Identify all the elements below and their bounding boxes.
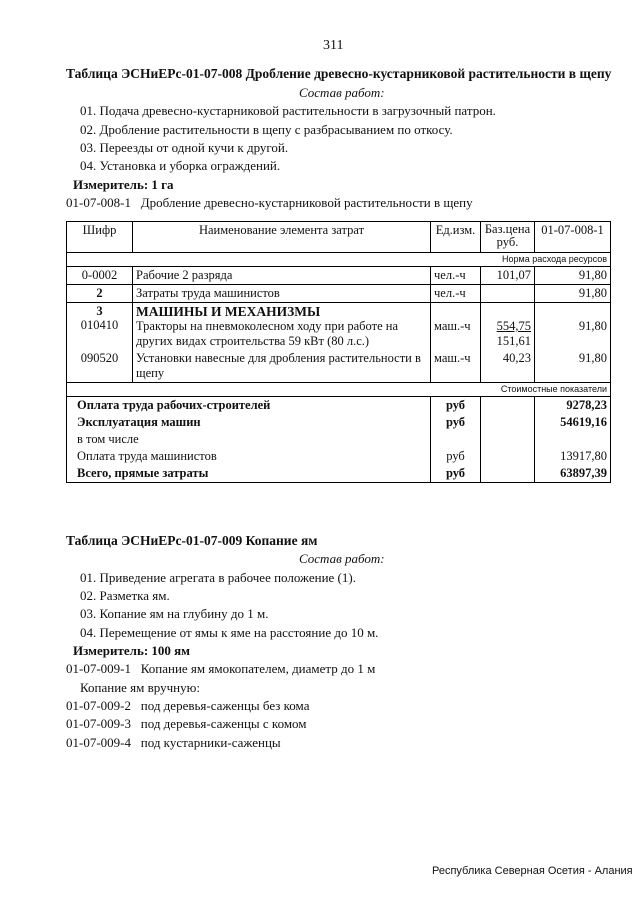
row-unit: чел.-ч: [431, 285, 481, 303]
cost-row: [67, 414, 611, 431]
row-unit-stack: [431, 303, 481, 351]
table-row: [67, 350, 611, 383]
row-code: 090520: [67, 350, 133, 383]
cost-value: 9278,23: [535, 397, 611, 415]
cost-unit: руб: [431, 465, 481, 483]
row-name: Затраты труда машинистов: [133, 285, 431, 303]
table1-work-2: 02. Дробление растительности в щепу с разбрасыванием по откосу.: [80, 122, 453, 137]
table2-work-1: 01. Приведение агрегата в рабочее положение (1).: [80, 570, 356, 585]
table-row: [67, 285, 611, 303]
cost-value: 13917,80: [535, 448, 611, 465]
cost-unit: [431, 431, 481, 448]
table-row: [67, 303, 611, 351]
table2-title: Таблица ЭСНиЕРс-01-07-009 Копание ям: [66, 533, 318, 548]
section-code: 3: [96, 304, 103, 318]
header-code: Шифр: [67, 222, 133, 253]
row-code: 010410: [80, 318, 119, 332]
table1-works-heading: Состав работ:: [299, 85, 385, 100]
row-price-secondary: 151,61: [496, 334, 531, 348]
resource-table: [66, 221, 611, 483]
table2-item-1: 01-07-009-1 Копание ям ямокопателем, диаметр до 1 м: [66, 661, 376, 676]
row-name-stack: [133, 303, 431, 351]
table2-item-3: 01-07-009-3 под деревья-саженцы с комом: [66, 716, 307, 731]
row-price-stack: [481, 303, 535, 351]
header-price: Баз.цена руб.: [481, 222, 535, 253]
footer-region: Республика Северная Осетия - Алания: [432, 865, 633, 877]
cost-unit: руб: [431, 448, 481, 465]
cost-name: Всего, прямые затраты: [67, 465, 431, 483]
row-value: 91,80: [535, 350, 611, 383]
cost-row: [67, 397, 611, 415]
table2-work-2: 02. Разметка ям.: [80, 588, 170, 603]
table1-work-3: 03. Переезды от одной кучи к другой.: [80, 140, 289, 155]
table1-title: Таблица ЭСНиЕРс-01-07-008 Дробление древесно-кустарниковой растительности в щепу: [66, 66, 612, 81]
table2-work-3: 03. Копание ям на глубину до 1 м.: [80, 606, 269, 621]
cost-caption: Стоимостные показатели: [67, 383, 611, 397]
row-unit: маш.-ч: [434, 319, 471, 333]
table2-item-4: 01-07-009-4 под кустарники-саженцы: [66, 735, 281, 750]
row-price: 40,23: [481, 350, 535, 383]
table2-works-heading: Состав работ:: [299, 551, 385, 566]
table2-work-4: 04. Перемещение от ямы к яме на расстояние до 10 м.: [80, 625, 379, 640]
header-norm: 01-07-008-1: [535, 222, 611, 253]
cost-value: [535, 431, 611, 448]
table2-meter: Измеритель: 100 ям: [73, 643, 191, 658]
row-value: 91,80: [535, 267, 611, 285]
table1-code-line: 01-07-008-1 Дробление древесно-кустарниковой растительности в щепу: [66, 195, 473, 210]
cost-row: [67, 448, 611, 465]
cost-row: [67, 465, 611, 483]
row-price: 101,07: [481, 267, 535, 285]
cost-value: 63897,39: [535, 465, 611, 483]
table-row: [67, 267, 611, 285]
header-unit: Ед.изм.: [431, 222, 481, 253]
page-number: 311: [323, 38, 344, 53]
row-value: 91,80: [578, 319, 607, 333]
cost-value: 54619,16: [535, 414, 611, 431]
cost-row: [67, 431, 611, 448]
table1-work-4: 04. Установка и уборка ограждений.: [80, 158, 281, 173]
cost-unit: руб: [431, 397, 481, 415]
row-code: 0-0002: [67, 267, 133, 285]
row-price: [481, 285, 535, 303]
row-unit: маш.-ч: [431, 350, 481, 383]
cost-name: Оплата труда рабочих-строителей: [67, 397, 431, 415]
header-name: Наименование элемента затрат: [133, 222, 431, 253]
row-name: Установки навесные для дробления растительности в щепу: [133, 350, 431, 383]
table2-subheading: Копание ям вручную:: [80, 680, 200, 695]
row-value-stack: [535, 303, 611, 351]
row-price: 554,75: [496, 319, 531, 333]
table1-meter: Измеритель: 1 га: [73, 177, 174, 192]
cost-name: в том числе: [67, 431, 431, 448]
cost-unit: руб: [431, 414, 481, 431]
row-name: Тракторы на пневмоколесном ходу при работе на других видах строительства 59 кВт (80 л.с.): [136, 319, 398, 348]
row-unit: чел.-ч: [431, 267, 481, 285]
row-name: Рабочие 2 разряда: [133, 267, 431, 285]
row-code: 2: [67, 285, 133, 303]
norm-caption: Норма расхода ресурсов: [67, 253, 611, 267]
row-value: 91,80: [535, 285, 611, 303]
cost-name: Эксплуатация машин: [67, 414, 431, 431]
section-name: МАШИНЫ И МЕХАНИЗМЫ: [136, 304, 321, 319]
cost-name: Оплата труда машинистов: [67, 448, 431, 465]
table1-work-1: 01. Подача древесно-кустарниковой растительности в загрузочный патрон.: [80, 103, 496, 118]
row-code-stack: [67, 303, 133, 351]
table2-item-2: 01-07-009-2 под деревья-саженцы без кома: [66, 698, 310, 713]
